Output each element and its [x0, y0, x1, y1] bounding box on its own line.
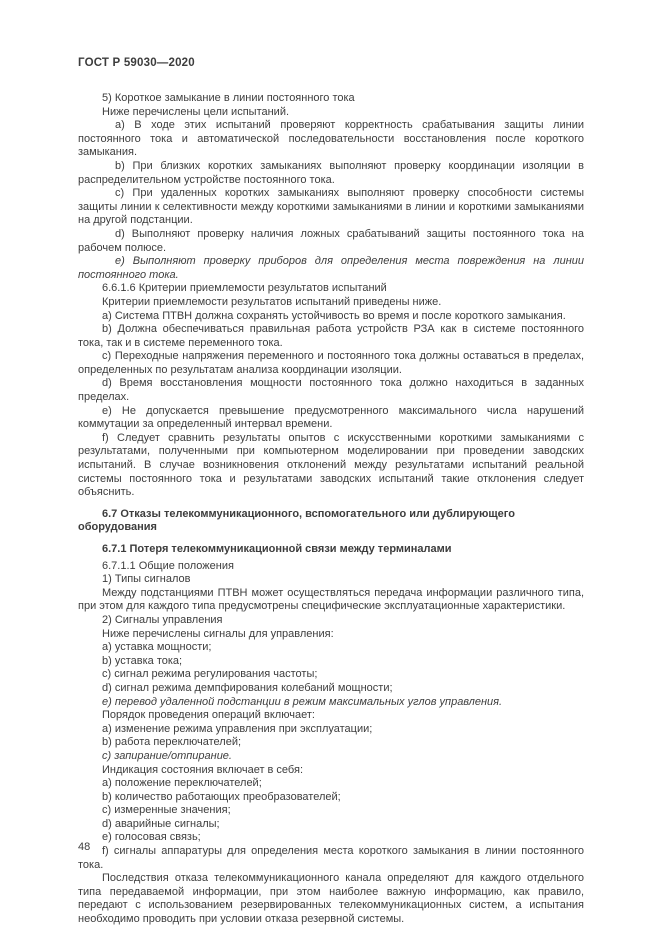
paragraph: a) Система ПТВН должна сохранять устойчивость во время и после короткого замыкания. [102, 309, 566, 322]
paragraph: Порядок проведения операций включает: [102, 709, 315, 722]
paragraph: a) изменение режима управления при эксплуатации; [102, 722, 373, 735]
paragraph: Критерии приемлемости результатов испытаний приведены ниже. [102, 295, 442, 308]
paragraph: c) сигнал режима регулирования частоты; [102, 668, 318, 681]
paragraph: Между подстанциями ПТВН может осуществляться передача информации различного типа, при этом для каждого типа предусмотрены специфические эксплуатационные характеристики. [78, 586, 584, 613]
paragraph: Ниже перечислены цели испытаний. [102, 105, 290, 118]
paragraph: a) положение переключателей; [102, 777, 262, 790]
paragraph: b) работа переключателей; [102, 736, 242, 749]
page-number: 48 [78, 841, 91, 853]
paragraph: 6.7.1.1 Общие положения [102, 559, 234, 572]
paragraph: e) перевод удаленной подстанции в режим максимальных углов управления. [102, 695, 503, 708]
paragraph: d) Время восстановления мощности постоянного тока должно находиться в заданных пределах. [78, 377, 584, 404]
paragraph: e) Выполняют проверку приборов для определения места повреждения на линии постоянного тока. [78, 255, 584, 281]
paragraph: e) Не допускается превышение предусмотренного максимального числа нарушений коммутации за определенный интервал времени. [78, 404, 584, 431]
paragraph: c) измеренные значения; [102, 804, 231, 817]
paragraph: d) аварийные сигналы; [102, 817, 220, 830]
paragraph: d) сигнал режима демпфирования колебаний мощности; [102, 681, 393, 694]
paragraph: a) уставка мощности; [102, 641, 212, 654]
paragraph: 1) Типы сигналов [102, 573, 191, 586]
paragraph: c) запирание/отпирание. [102, 749, 232, 762]
document-body [78, 92, 584, 927]
paragraph: b) количество работающих преобразователей; [102, 790, 341, 803]
paragraph: 2) Сигналы управления [102, 613, 223, 626]
paragraph: e) голосовая связь; [102, 831, 201, 844]
section-heading: 6.7.1 Потеря телекоммуникационной связи между терминалами [102, 543, 452, 555]
paragraph: b) Должна обеспечиваться правильная работа устройств РЗА как в системе постоянного тока, так и в системе переменного тока. [78, 323, 584, 349]
paragraph: Последствия отказа телекоммуникационного канала определяют для каждого отдельного типа передаваемой информации, при этом наиболее важную информацию, как правило, передают с использованием резервированных телекоммуникационных систем, а испытания необходимо проводить при условии отказа резервной системы. [78, 872, 584, 926]
paragraph: f) сигналы аппаратуры для определения места короткого замыкания в линии постоянного тока. [78, 845, 584, 871]
paragraph: b) При близких коротких замыканиях выполняют проверку координации изоляции в распределительном устройстве постоянного тока. [78, 159, 584, 186]
paragraph: Ниже перечислены сигналы для управления: [102, 627, 334, 640]
paragraph: c) Переходные напряжения переменного и постоянного тока должны оставаться в пределах, определенных по результатам анализа координации изоляции. [78, 350, 584, 376]
paragraph: b) уставка тока; [102, 654, 183, 667]
paragraph: Индикация состояния включает в себя: [102, 763, 304, 776]
section-heading: 6.7 Отказы телекоммуникационного, вспомогательного или дублирующего оборудования [78, 507, 515, 534]
paragraph: c) При удаленных коротких замыканиях выполняют проверку способности системы защиты линии к селективности между короткими замыканиями в линии и короткими замыканиями на другой подстанции. [78, 187, 584, 227]
paragraph: 6.6.1.6 Критерии приемлемости результатов испытаний [102, 282, 387, 295]
paragraph: 5) Короткое замыкание в линии постоянного тока [102, 92, 355, 104]
paragraph: a) В ходе этих испытаний проверяют корректность срабатывания защиты линии постоянного тока и автоматической последовательности восстановления после короткого замыкания. [78, 119, 584, 159]
document-header-title: ГОСТ Р 59030—2020 [78, 57, 195, 69]
paragraph: d) Выполняют проверку наличия ложных срабатываний защиты постоянного тока на рабочем полюсе. [78, 227, 584, 254]
paragraph: f) Следует сравнить результаты опытов с искусственными короткими замыканиями с результатами, полученными при компьютерном моделировании при проведении заводских испытаний. В случае возникновения отклонений между результатами испытаний реальной системы постоянного тока и результатами заводских испытаний такие отклонения следует объяснить. [78, 431, 584, 499]
